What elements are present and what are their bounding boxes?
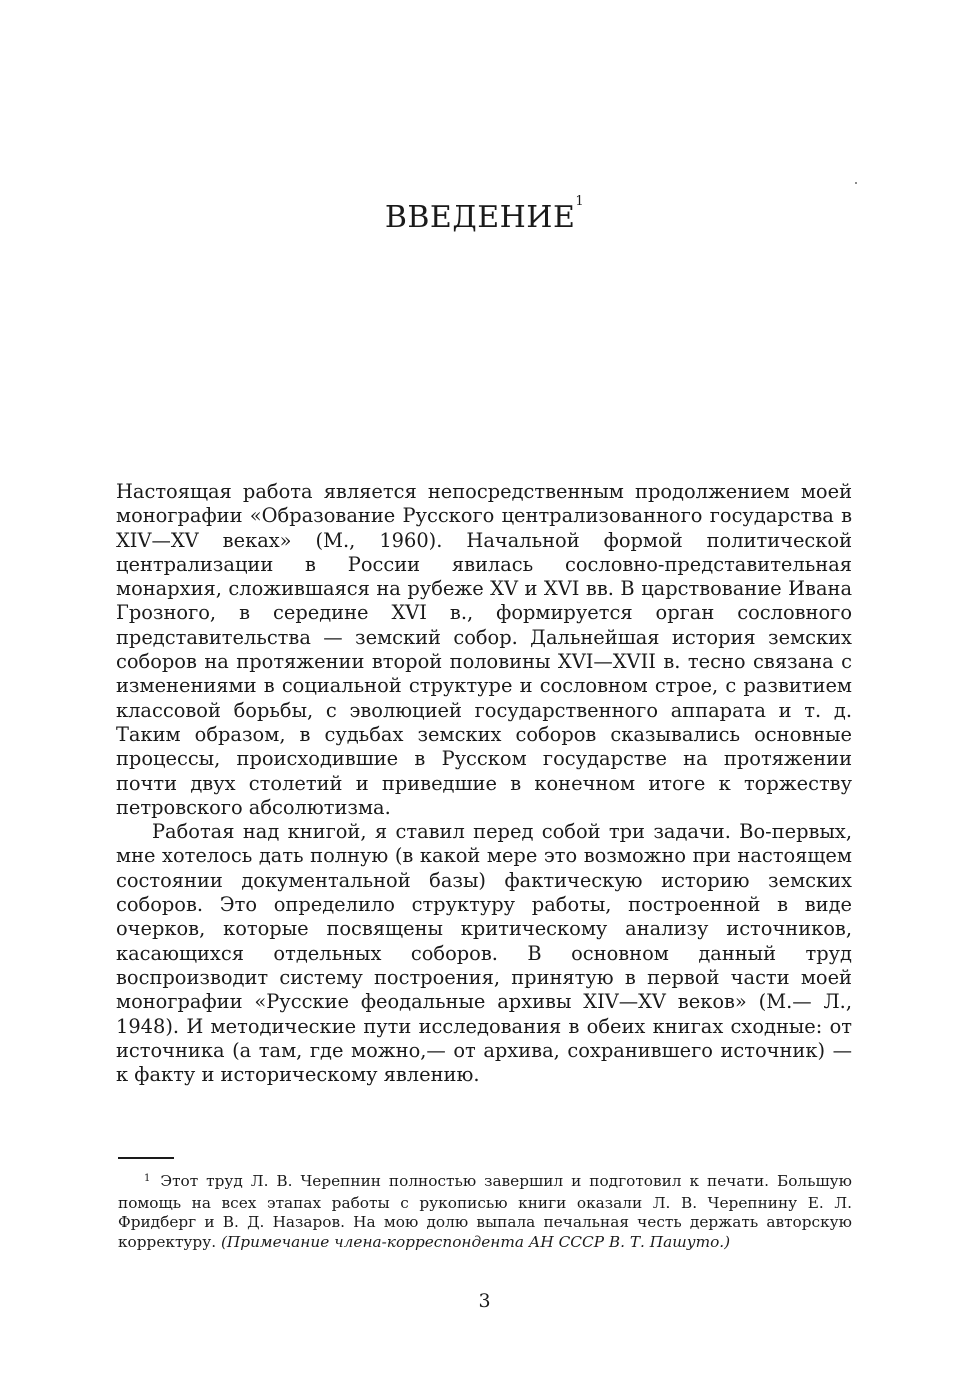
footnote [118, 1172, 852, 1252]
chapter-title [0, 194, 969, 235]
footnote-text: Этот труд Л. В. Черепнин полностью завершил и подготовил к печати. Большую помощь на всех этапах работы с рукописью книги оказали Л. В. Черепнину Е. Л. Фридберг и В. Д. Назаров. На мою долю выпала печальная честь держать авторскую корректуру. [118, 1172, 852, 1251]
title-footnote-mark[interactable]: 1 [575, 194, 585, 209]
footnote-divider [118, 1157, 174, 1159]
footnote-editor-note: (Примечание члена-корреспондента АН СССР В. Т. Пашуто.) [220, 1232, 731, 1251]
paragraph-2: Работая над книгой, я ставил перед собой три задачи. Во-первых, мне хотелось дать полную (в какой мере это возможно при настоящем состоянии документальной базы) фактическую историю земских соборов. Это определило структуру работы, построенной в виде очерков, которые посвящены критическому анализу источников, касающихся отдельных соборов. В основном данный труд воспроизводит систему построения, принятую в первой части моей монографии «Русские феодальные архивы XIV—XV веков» (М.— Л., 1948). И методические пути исследования в обеих книгах сходные: от источника (а там, где можно,— от архива, сохранившего источник) — к факту и историческому явлению. [116, 820, 852, 1087]
paragraph-1: Настоящая работа является непосредственным продолжением моей монографии «Образование Русского централизованного государства в XIV—XV веках» (М., 1960). Начальной формой политической централизации в России явилась сословно-представительная монархия, сложившаяся на рубеже XV и XVI вв. В царствование Ивана Грозного, в середине XVI в., формируется орган сословного представительства — земский собор. Дальнейшая история земских соборов на протяжении второй половины XVI—XVII в. тесно связана с изменениями в социальной структуре и сословном строе, с развитием классовой борьбы, с эволюцией государственного аппарата и т. д. Таким образом, в судьбах земских соборов сказывались основные процессы, происходившие в Русском государстве на протяжении почти двух столетий и приведшие в конечном итоге к торжеству петровского абсолютизма. [116, 480, 852, 819]
chapter-title-text: ВВЕДЕНИЕ [384, 200, 576, 235]
footnote-mark: 1 [144, 1173, 151, 1184]
scan-speck [855, 182, 857, 184]
page-number: 3 [478, 1290, 491, 1312]
body-text [116, 480, 852, 1087]
